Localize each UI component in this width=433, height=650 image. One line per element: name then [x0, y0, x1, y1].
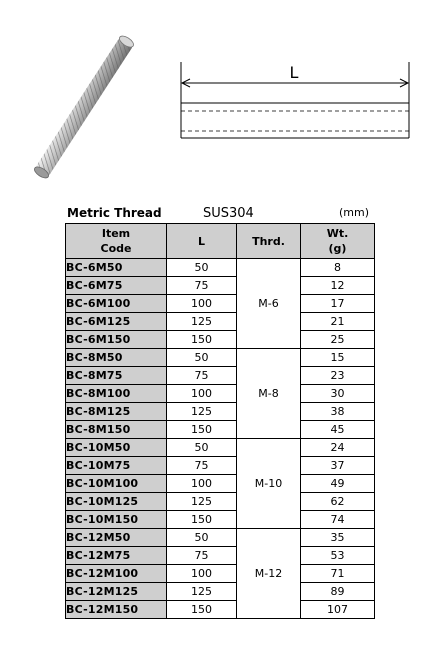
- item-code: BC-10M50: [66, 439, 167, 457]
- length-cell: 50: [167, 349, 237, 367]
- threaded-rod-illustration: [14, 22, 154, 192]
- thread-cell: M-10: [237, 439, 301, 529]
- table-row: [66, 349, 375, 367]
- weight-cell: 17: [301, 295, 375, 313]
- weight-cell: 21: [301, 313, 375, 331]
- weight-cell: 24: [301, 439, 375, 457]
- table-row: [66, 547, 375, 565]
- item-code: BC-12M100: [66, 565, 167, 583]
- table-row: [66, 457, 375, 475]
- length-cell: 150: [167, 601, 237, 619]
- table-row: [66, 277, 375, 295]
- header-thread: Thrd.: [237, 224, 301, 259]
- length-cell: 150: [167, 511, 237, 529]
- weight-cell: 15: [301, 349, 375, 367]
- length-cell: 50: [167, 259, 237, 277]
- table-row: [66, 511, 375, 529]
- header-weight-line2: (g): [328, 242, 347, 255]
- length-cell: 125: [167, 493, 237, 511]
- item-code: BC-6M75: [66, 277, 167, 295]
- dimension-label: L: [289, 63, 299, 82]
- spec-table-body: [66, 259, 375, 619]
- item-code: BC-8M75: [66, 367, 167, 385]
- item-code: BC-12M50: [66, 529, 167, 547]
- item-code: BC-6M150: [66, 331, 167, 349]
- table-row: [66, 331, 375, 349]
- table-row: [66, 313, 375, 331]
- weight-cell: 49: [301, 475, 375, 493]
- length-cell: 50: [167, 439, 237, 457]
- item-code: BC-10M150: [66, 511, 167, 529]
- header-item-code-line2: Code: [100, 242, 132, 255]
- length-cell: 150: [167, 331, 237, 349]
- spec-table: [65, 223, 375, 619]
- table-row: [66, 529, 375, 547]
- header-length: L: [167, 224, 237, 259]
- table-row: [66, 565, 375, 583]
- length-cell: 100: [167, 295, 237, 313]
- unit-label: (mm): [339, 206, 370, 219]
- item-code: BC-10M100: [66, 475, 167, 493]
- weight-cell: 25: [301, 331, 375, 349]
- length-cell: 150: [167, 421, 237, 439]
- table-header-row: [66, 224, 375, 259]
- weight-cell: 89: [301, 583, 375, 601]
- weight-cell: 30: [301, 385, 375, 403]
- item-code: BC-6M125: [66, 313, 167, 331]
- weight-cell: 8: [301, 259, 375, 277]
- table-row: [66, 439, 375, 457]
- length-cell: 125: [167, 583, 237, 601]
- weight-cell: 62: [301, 493, 375, 511]
- table-row: [66, 583, 375, 601]
- length-cell: 100: [167, 475, 237, 493]
- item-code: BC-10M75: [66, 457, 167, 475]
- length-cell: 125: [167, 403, 237, 421]
- item-code: BC-10M125: [66, 493, 167, 511]
- table-row: [66, 367, 375, 385]
- header-weight-line1: Wt.: [326, 227, 349, 240]
- weight-cell: 37: [301, 457, 375, 475]
- item-code: BC-12M75: [66, 547, 167, 565]
- material-label: SUS304: [203, 206, 254, 221]
- item-code: BC-6M50: [66, 259, 167, 277]
- length-cell: 75: [167, 547, 237, 565]
- table-row: [66, 493, 375, 511]
- length-cell: 125: [167, 313, 237, 331]
- weight-cell: 45: [301, 421, 375, 439]
- table-row: [66, 295, 375, 313]
- thread-cell: M-6: [237, 259, 301, 349]
- weight-cell: 74: [301, 511, 375, 529]
- weight-cell: 12: [301, 277, 375, 295]
- item-code: BC-12M125: [66, 583, 167, 601]
- length-cell: 100: [167, 385, 237, 403]
- weight-cell: 53: [301, 547, 375, 565]
- header-item-code: [66, 224, 167, 259]
- table-row: [66, 421, 375, 439]
- item-code: BC-8M125: [66, 403, 167, 421]
- item-code: BC-8M150: [66, 421, 167, 439]
- table-row: [66, 601, 375, 619]
- header-item-code-line1: Item: [101, 227, 131, 240]
- weight-cell: 23: [301, 367, 375, 385]
- table-row: [66, 385, 375, 403]
- item-code: BC-8M100: [66, 385, 167, 403]
- weight-cell: 35: [301, 529, 375, 547]
- table-row: [66, 403, 375, 421]
- table-row: [66, 259, 375, 277]
- length-cell: 75: [167, 367, 237, 385]
- thread-cell: M-12: [237, 529, 301, 619]
- item-code: BC-6M100: [66, 295, 167, 313]
- table-title: Metric Thread: [67, 206, 162, 220]
- thread-cell: M-8: [237, 349, 301, 439]
- length-cell: 75: [167, 457, 237, 475]
- length-cell: 50: [167, 529, 237, 547]
- item-code: BC-8M50: [66, 349, 167, 367]
- item-code: BC-12M150: [66, 601, 167, 619]
- table-row: [66, 475, 375, 493]
- weight-cell: 107: [301, 601, 375, 619]
- weight-cell: 71: [301, 565, 375, 583]
- weight-cell: 38: [301, 403, 375, 421]
- dimension-drawing: [176, 54, 414, 154]
- length-cell: 75: [167, 277, 237, 295]
- length-cell: 100: [167, 565, 237, 583]
- header-weight: [301, 224, 375, 259]
